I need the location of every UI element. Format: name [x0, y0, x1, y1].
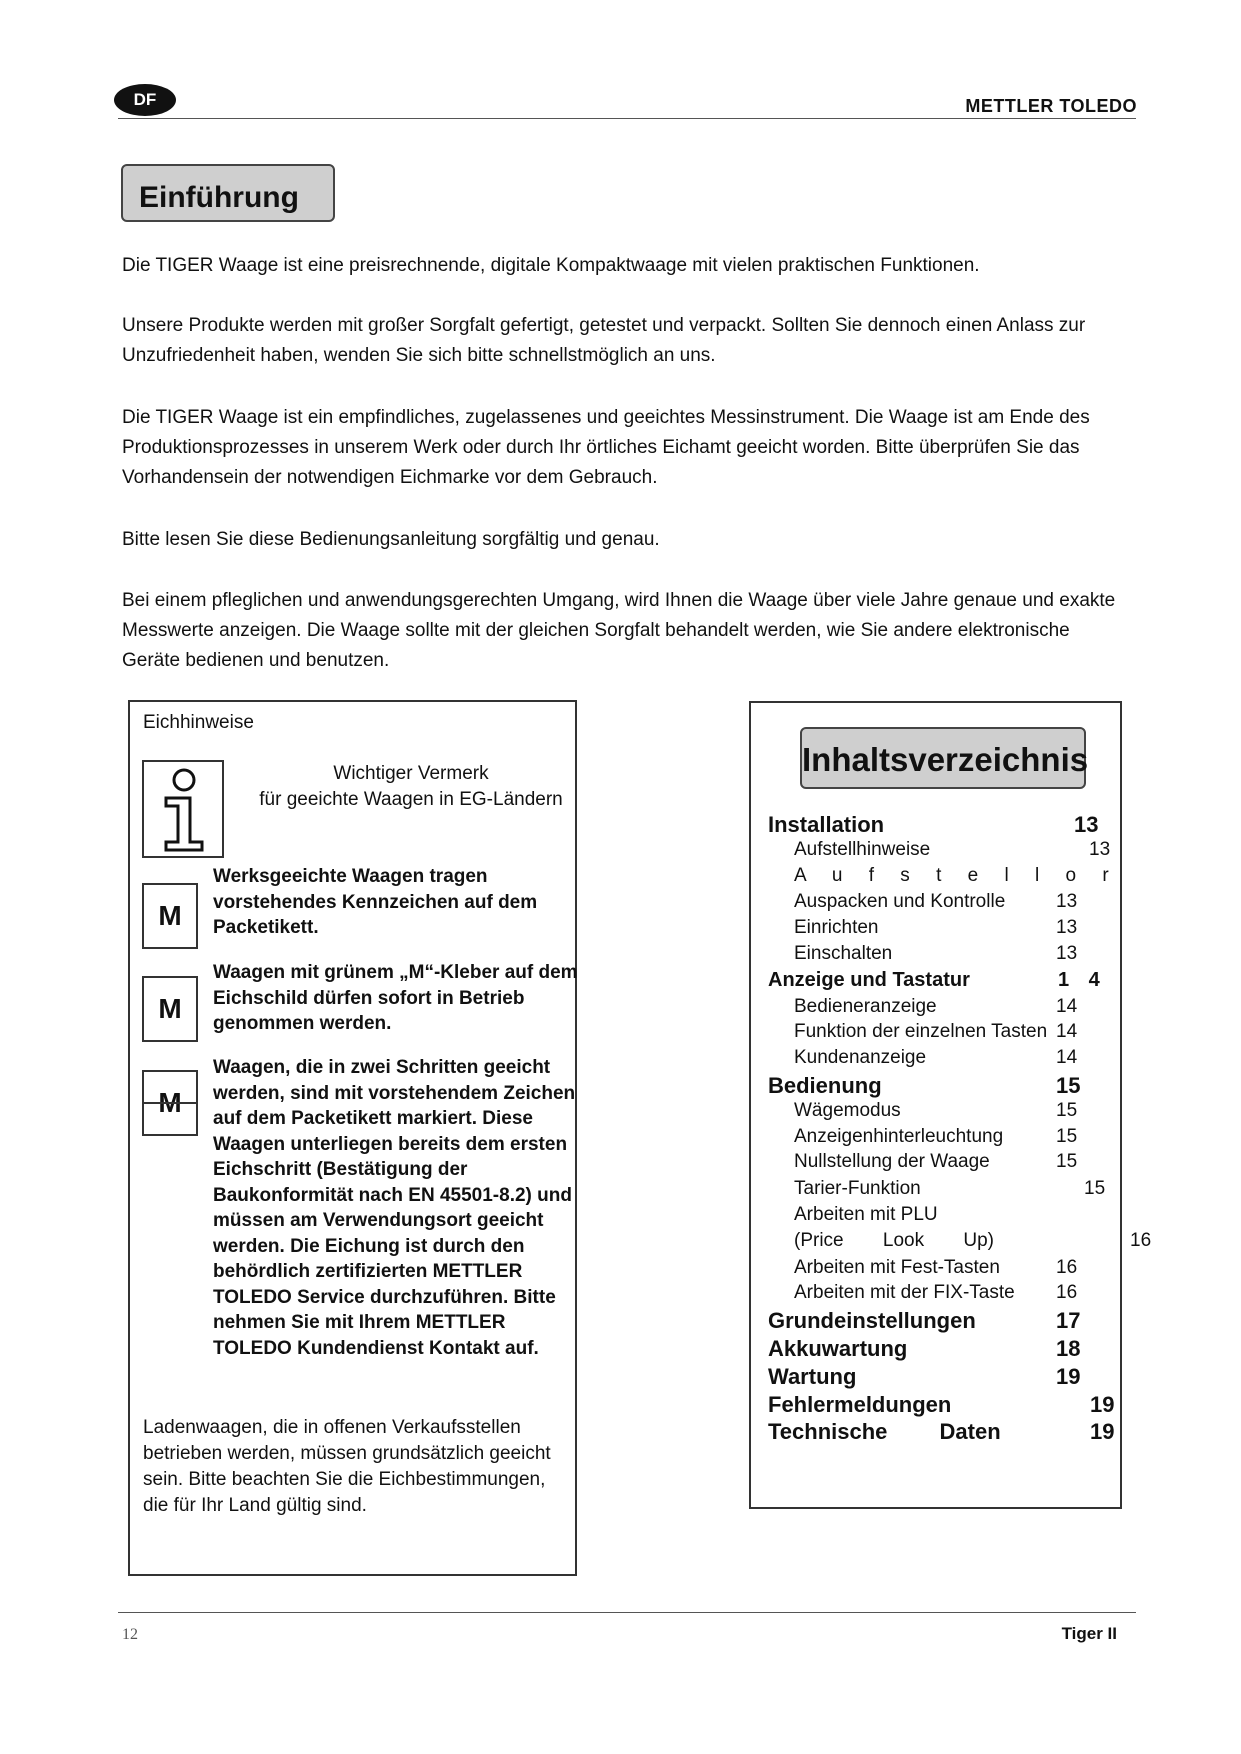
toc-item[interactable]	[768, 1047, 1138, 1073]
toc-item[interactable]	[768, 1282, 1138, 1308]
toc-item-label: Anzeigenhinterleuchtung	[794, 1126, 1004, 1147]
notice-line-1: Wichtiger Vermerk	[333, 763, 489, 784]
eich-footnote: Ladenwaagen, die in offenen Verkaufsstellen betrieben werden, müssen grundsätzlich geeicht sein. Bitte beachten Sie die Eichbestimmungen, die für Ihr Land gültig sind.	[143, 1417, 551, 1516]
toc-item-label: Wartung	[768, 1364, 857, 1389]
m-mark-split-icon	[142, 1070, 198, 1136]
toc-item-label: Auspacken und Kontrolle	[794, 891, 1006, 912]
toc-item-page: 16	[1056, 1282, 1078, 1303]
toc-item[interactable]	[768, 865, 1138, 891]
intro-paragraph: Bitte lesen Sie diese Bedienungsanleitung sorgfältig und genau.	[122, 529, 660, 550]
toc-item-page: 1 4	[1058, 969, 1100, 991]
toc-item-page: 14	[1056, 996, 1078, 1017]
intro-paragraph: Unsere Produkte werden mit großer Sorgfalt gefertigt, getestet und verpackt. Sollten Sie dennoch einen Anlass zur Unzufriedenheit haben, wenden Sie sich bitte schnellstmöglich an uns.	[122, 315, 1086, 366]
toc-item-label: Aufstellhinweise	[794, 839, 931, 860]
m-mark-text: Werksgeeichte Waagen tragen vorstehendes Kennzeichen auf dem Packetikett.	[213, 866, 538, 938]
m-mark-icon: M	[142, 976, 198, 1042]
toc-item-label: Anzeige und Tastatur	[768, 969, 970, 991]
info-icon	[142, 760, 224, 858]
toc-item-page: 13	[1089, 839, 1111, 860]
toc-item[interactable]	[768, 1204, 1138, 1230]
toc-item-label: Technische Daten	[768, 1419, 1001, 1444]
toc-item-label: Akkuwartung	[768, 1336, 908, 1361]
toc-item-page: 19	[1090, 1392, 1115, 1417]
header-rule	[118, 118, 1136, 119]
toc-item[interactable]	[768, 1230, 1152, 1256]
split-line	[144, 1102, 196, 1104]
toc-item[interactable]	[768, 839, 1138, 865]
toc-item-label: Einschalten	[794, 943, 893, 964]
toc-item-page: 16	[1130, 1230, 1152, 1251]
eich-heading: Eichhinweise	[143, 712, 254, 733]
toc-item-label: Funktion der einzelnen Tasten	[794, 1021, 1048, 1042]
toc-item-page: 15	[1056, 1151, 1078, 1172]
toc-item-page: 13	[1056, 891, 1078, 912]
toc-item-label: Einrichten	[794, 917, 879, 938]
toc-item[interactable]	[768, 943, 1138, 969]
toc-item-page: 17	[1056, 1308, 1081, 1333]
toc-item[interactable]	[768, 1336, 1138, 1362]
toc-item-page: 15	[1056, 1073, 1081, 1098]
document-title: Tiger II	[1061, 1624, 1117, 1643]
notice-line-2: für geeichte Waagen in EG-Ländern	[259, 789, 563, 810]
toc-item[interactable]	[768, 1126, 1138, 1152]
toc-title: Inhaltsverzeichnis	[800, 727, 1086, 789]
intro-paragraph: Bei einem pfleglichen und anwendungsgerechten Umgang, wird Ihnen die Waage über viele Jahre genaue und exakte Messwerte anzeigen. Die Waage sollte mit der gleichen Sorgfalt behandelt werden, wie Sie andere elektronische Geräte bedienen und benutzen.	[122, 590, 1116, 671]
toc-item[interactable]	[768, 1073, 1138, 1099]
toc-item-page: 15	[1084, 1178, 1106, 1199]
toc-item-label: Bedieneranzeige	[794, 996, 937, 1017]
toc-item-label: Fehlermeldungen	[768, 1392, 952, 1417]
toc-item[interactable]	[768, 969, 1138, 995]
toc-item-page: 19	[1056, 1364, 1081, 1389]
toc-item-label: Installation	[768, 812, 885, 837]
toc-item-page: 15	[1056, 1126, 1078, 1147]
toc-item[interactable]	[768, 1100, 1138, 1126]
toc-item-label: Arbeiten mit der FIX-Taste	[794, 1282, 1015, 1303]
toc-item[interactable]	[768, 917, 1138, 943]
toc-item-label: Bedienung	[768, 1073, 882, 1098]
toc-item-label: A u f s t e l l o r	[794, 865, 1109, 886]
m-mark-icon: M	[142, 883, 198, 949]
brand-name: METTLER TOLEDO	[965, 96, 1137, 116]
toc-item-page: 18	[1056, 1336, 1081, 1361]
toc-item[interactable]	[768, 1364, 1138, 1390]
toc-item-page: 14	[1056, 1047, 1078, 1068]
toc-item-page: 13	[1056, 943, 1078, 964]
section-title: Einführung	[121, 164, 335, 222]
toc-item-label: Nullstellung der Waage	[794, 1151, 990, 1172]
toc-item-label: Grundeinstellungen	[768, 1308, 976, 1333]
page-number: 12	[122, 1626, 138, 1643]
toc-item[interactable]	[768, 1021, 1138, 1047]
toc-item-label: Kundenanzeige	[794, 1047, 927, 1068]
toc-item-label: Arbeiten mit Fest-Tasten	[794, 1257, 1000, 1278]
toc-item-page: 15	[1056, 1100, 1078, 1121]
toc-item-page: 13	[1074, 812, 1099, 837]
toc-item-label: Arbeiten mit PLU	[794, 1204, 938, 1225]
language-badge: DF	[114, 84, 176, 116]
toc-item[interactable]	[768, 1392, 1138, 1418]
info-icon-graphic	[144, 762, 222, 856]
toc-item[interactable]	[768, 1308, 1138, 1334]
toc-item-page: 13	[1056, 917, 1078, 938]
toc-item-page: 19	[1090, 1419, 1115, 1444]
toc-item[interactable]	[768, 812, 1138, 838]
intro-paragraph: Die TIGER Waage ist eine preisrechnende, digitale Kompaktwaage mit vielen praktischen Funktionen.	[122, 255, 980, 276]
intro-paragraph: Die TIGER Waage ist ein empfindliches, zugelassenes und geeichtes Messinstrument. Die Waage ist am Ende des Produktionsprozesses in unserem Werk oder durch Ihr örtliches Eichamt geeicht worden. Bitte überprüfen Sie das Vorhandensein der notwendigen Eichmarke vor dem Gebrauch.	[122, 407, 1090, 488]
toc-item-label: (Price Look Up)	[794, 1230, 994, 1251]
toc-item[interactable]	[768, 1178, 1138, 1204]
toc-item[interactable]	[768, 1257, 1138, 1283]
toc-item-label: Wägemodus	[794, 1100, 901, 1121]
m-mark-text: Waagen, die in zwei Schritten geeicht werden, sind mit vorstehendem Zeichen auf dem Packetikett markiert. Diese Waagen unterliegen bereits dem ersten Eichschritt (Bestätigung der Baukonformität nach EN 45501-8.2) und müssen am Verwendungsort geeicht werden. Die Eichung ist durch den behördlich zertifizierten METTLER TOLEDO Service durchzuführen. Bitte nehmen Sie mit Ihrem METTLER TOLEDO Kundendienst Kontakt auf.	[213, 1057, 576, 1359]
toc-item-page: 14	[1056, 1021, 1078, 1042]
toc-item[interactable]	[768, 891, 1138, 917]
m-mark-letter: M	[158, 1087, 182, 1118]
toc-item-label: Tarier-Funktion	[794, 1178, 921, 1199]
footer-rule	[118, 1612, 1136, 1613]
m-mark-text: Waagen mit grünem „M“-Kleber auf dem Eichschild dürfen sofort in Betrieb genommen werden.	[213, 962, 578, 1034]
toc-item[interactable]	[768, 1151, 1138, 1177]
toc-item-page: 16	[1056, 1257, 1078, 1278]
toc-item[interactable]	[768, 996, 1138, 1022]
toc-item[interactable]	[768, 1419, 1138, 1445]
